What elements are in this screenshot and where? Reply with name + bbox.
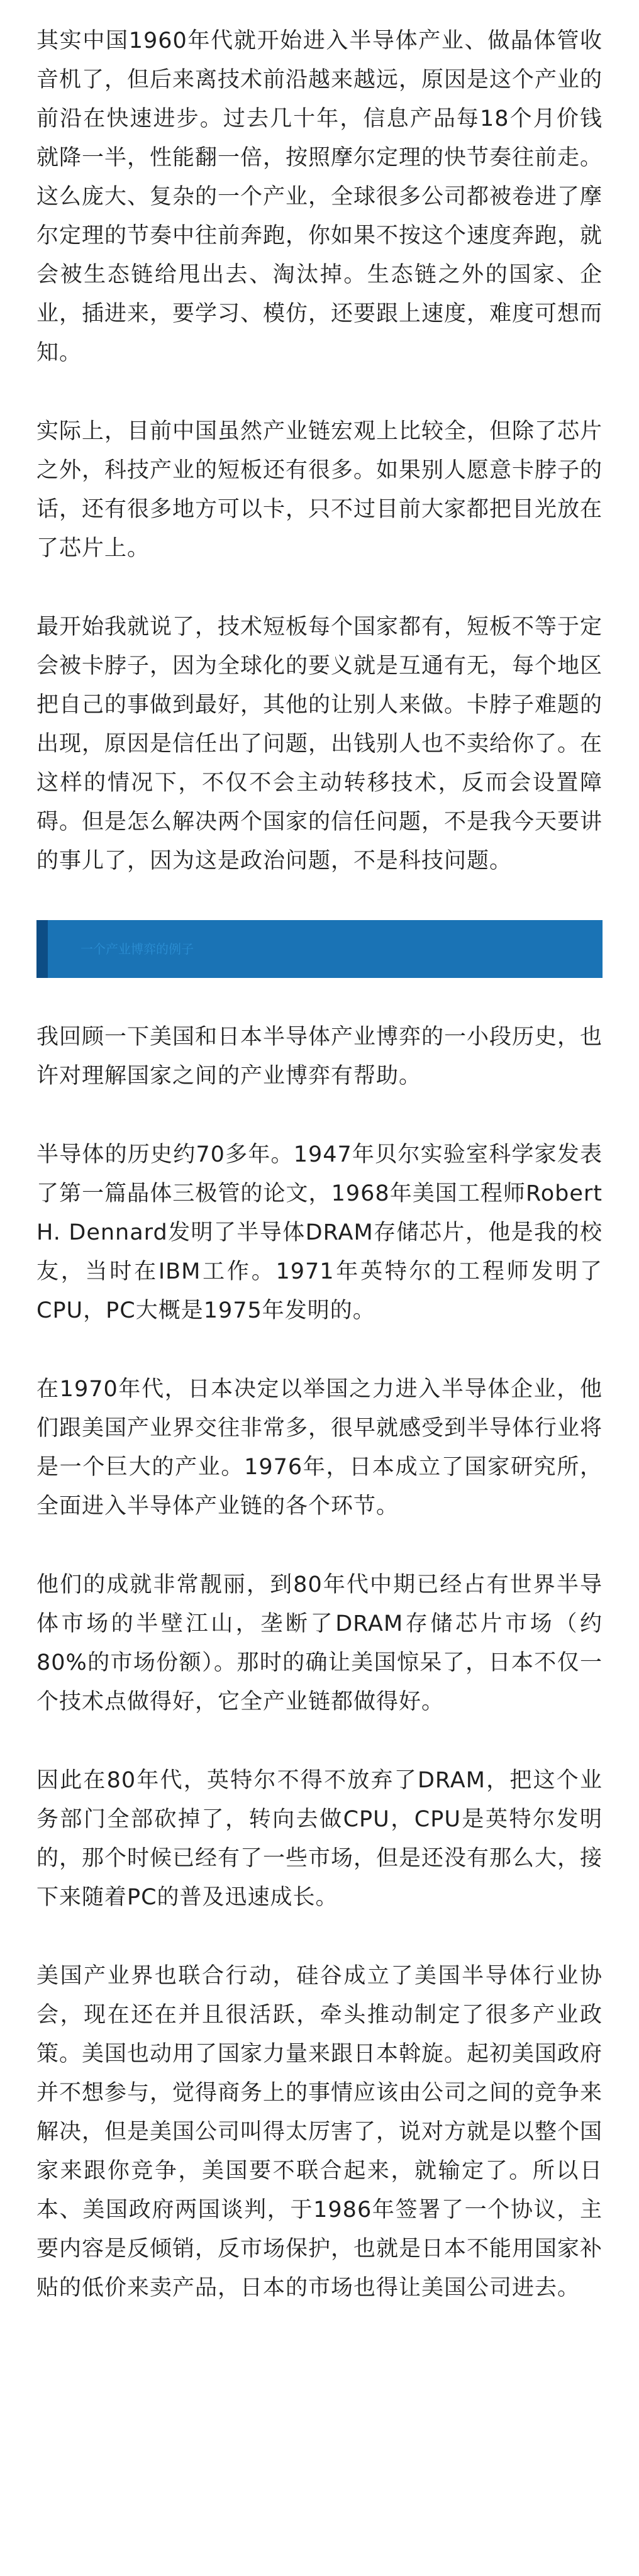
paragraph: 在1970年代，日本决定以举国之力进入半导体企业，他们跟美国产业界交往非常多，很早就感受到半导体行业将是一个巨大的产业。1976年，日本成立了国家研究所，全面进入半导体产业链的各个环节。 (36, 1377, 603, 1519)
section-header-accent-bar (36, 920, 48, 978)
section-header (36, 920, 603, 978)
paragraph: 实际上，目前中国虽然产业链宏观上比较全，但除了芯片之外，科技产业的短板还有很多。如果别人愿意卡脖子的话，还有很多地方可以卡，只不过目前大家都把目光放在了芯片上。 (36, 419, 603, 561)
paragraph: 美国产业界也联合行动，硅谷成立了美国半导体行业协会，现在还在并且很活跃，牵头推动制定了很多产业政策。美国也动用了国家力量来跟日本斡旋。起初美国政府并不想参与，觉得商务上的事情应该由公司之间的竞争来解决，但是美国公司叫得太厉害了，说对方就是以整个国家来跟你竞争，美国要不联合起来，就输定了。所以日本、美国政府两国谈判，于1986年签署了一个协议，主要内容是反倾销，反市场保护，也就是日本不能用国家补贴的低价来卖产品，日本的市场也得让美国公司进去。 (36, 1963, 603, 2301)
paragraph: 其实中国1960年代就开始进入半导体产业、做晶体管收音机了，但后来离技术前沿越来越远，原因是这个产业的前沿在快速进步。过去几十年，信息产品每18个月价钱就降一半，性能翻一倍，按照摩尔定理的快节奏往前走。这么庞大、复杂的一个产业，全球很多公司都被卷进了摩尔定理的节奏中往前奔跑，你如果不按这个速度奔跑，就会被生态链给甩出去、淘汰掉。生态链之外的国家、企业，插进来，要学习、模仿，还要跟上速度，难度可想而知。 (36, 28, 603, 365)
paragraph: 我回顾一下美国和日本半导体产业博弈的一小段历史，也许对理解国家之间的产业博弈有帮助。 (36, 1024, 603, 1089)
paragraph: 最开始我就说了，技术短板每个国家都有，短板不等于定会被卡脖子，因为全球化的要义就是互通有无，每个地区把自己的事做到最好，其他的让别人来做。卡脖子难题的出现，原因是信任出了问题，出钱别人也不卖给你了。在这样的情况下，不仅不会主动转移技术，反而会设置障碍。但是怎么解决两个国家的信任问题，不是我今天要讲的事儿了，因为这是政治问题，不是科技问题。 (36, 614, 603, 874)
paragraph: 他们的成就非常靓丽，到80年代中期已经占有世界半导体市场的半壁江山，垄断了DRAM存储芯片市场（约80%的市场份额）。那时的确让美国惊呆了，日本不仅一个技术点做得好，它全产业链都做得好。 (36, 1572, 603, 1714)
section-header-title: 一个产业博弈的例子 (81, 941, 194, 957)
paragraph: 因此在80年代，英特尔不得不放弃了DRAM，把这个业务部门全部砍掉了，转向去做CPU，CPU是英特尔发明的，那个时候已经有了一些市场，但是还没有那么大，接下来随着PC的普及迅速成长。 (36, 1768, 603, 1910)
paragraph: 半导体的历史约70多年。1947年贝尔实验室科学家发表了第一篇晶体三极管的论文，1968年美国工程师Robert H. Dennard发明了半导体DRAM存储芯片，他是我的校友，当时在IBM工作。1971年英特尔的工程师发明了CPU，PC大概是1975年发明的。 (36, 1142, 603, 1323)
